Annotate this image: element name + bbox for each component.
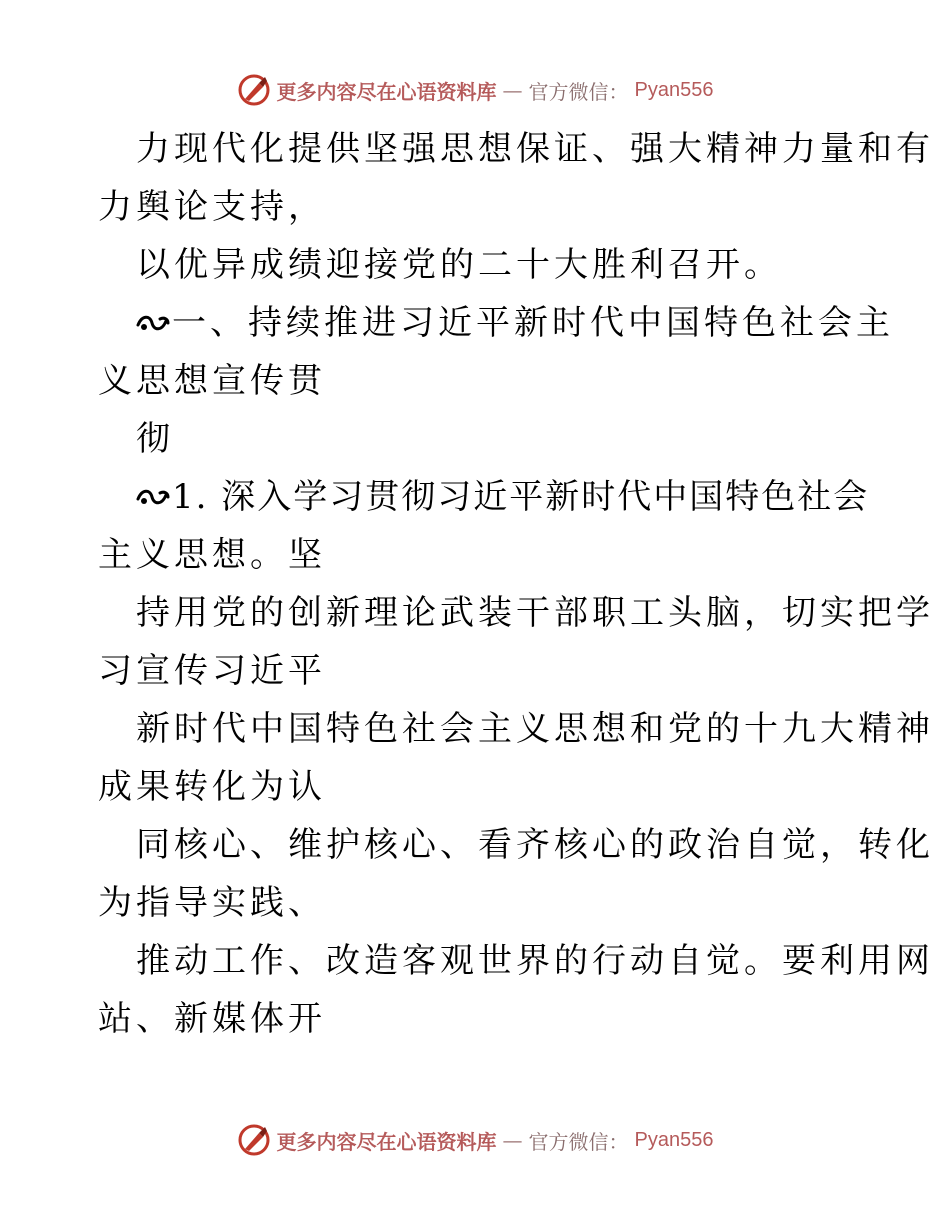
body-line-6: 彻 bbox=[136, 419, 174, 459]
subheading-text: 1. 深入学习贯彻习近平新时代中国特色社会 bbox=[172, 477, 870, 517]
body-line-5: 义思想宣传贯 bbox=[98, 361, 326, 401]
body-line-2: 力舆论支持， bbox=[98, 187, 326, 227]
subheading-line-1 bbox=[98, 468, 870, 526]
document-body bbox=[98, 120, 934, 1048]
banner-site-text: 更多内容尽在心语资料库 bbox=[276, 79, 497, 104]
body-line-11: 新时代中国特色社会主义思想和党的十九大精神 bbox=[136, 709, 934, 749]
heading-line-1 bbox=[98, 294, 894, 352]
banner-site-text: 更多内容尽在心语资料库 bbox=[276, 1129, 497, 1154]
body-line-3: 以优异成绩迎接党的二十大胜利召开。 bbox=[136, 245, 782, 285]
pen-logo-icon bbox=[237, 1123, 271, 1157]
fleuron-bullet-icon bbox=[136, 485, 170, 511]
body-line-9: 持用党的创新理论武装干部职工头脑，切实把学 bbox=[136, 593, 934, 633]
banner-wechat-id: Pyan556 bbox=[634, 1128, 714, 1151]
banner-dash: — bbox=[502, 1128, 523, 1152]
body-line-15: 推动工作、改造客观世界的行动自觉。要利用网 bbox=[136, 941, 934, 981]
heading-text: 一、持续推进习近平新时代中国特色社会主 bbox=[172, 303, 894, 343]
body-line-8: 主义思想。坚 bbox=[98, 535, 326, 575]
banner-wechat-id: Pyan556 bbox=[634, 78, 714, 101]
banner-wechat-label: 官方微信： bbox=[528, 79, 629, 104]
pen-logo-icon bbox=[237, 73, 271, 107]
body-line-13: 同核心、维护核心、看齐核心的政治自觉，转化 bbox=[136, 825, 934, 865]
banner-dash: — bbox=[502, 78, 523, 102]
body-line-12: 成果转化为认 bbox=[98, 767, 326, 807]
body-line-14: 为指导实践、 bbox=[98, 883, 326, 923]
body-line-1: 力现代化提供坚强思想保证、强大精神力量和有 bbox=[136, 129, 934, 169]
fleuron-bullet-icon bbox=[136, 311, 170, 337]
footer-banner bbox=[0, 1120, 950, 1160]
header-banner bbox=[0, 70, 950, 110]
body-line-10: 习宣传习近平 bbox=[98, 651, 326, 691]
banner-wechat-label: 官方微信： bbox=[528, 1129, 629, 1154]
body-line-16: 站、新媒体开 bbox=[98, 999, 326, 1039]
